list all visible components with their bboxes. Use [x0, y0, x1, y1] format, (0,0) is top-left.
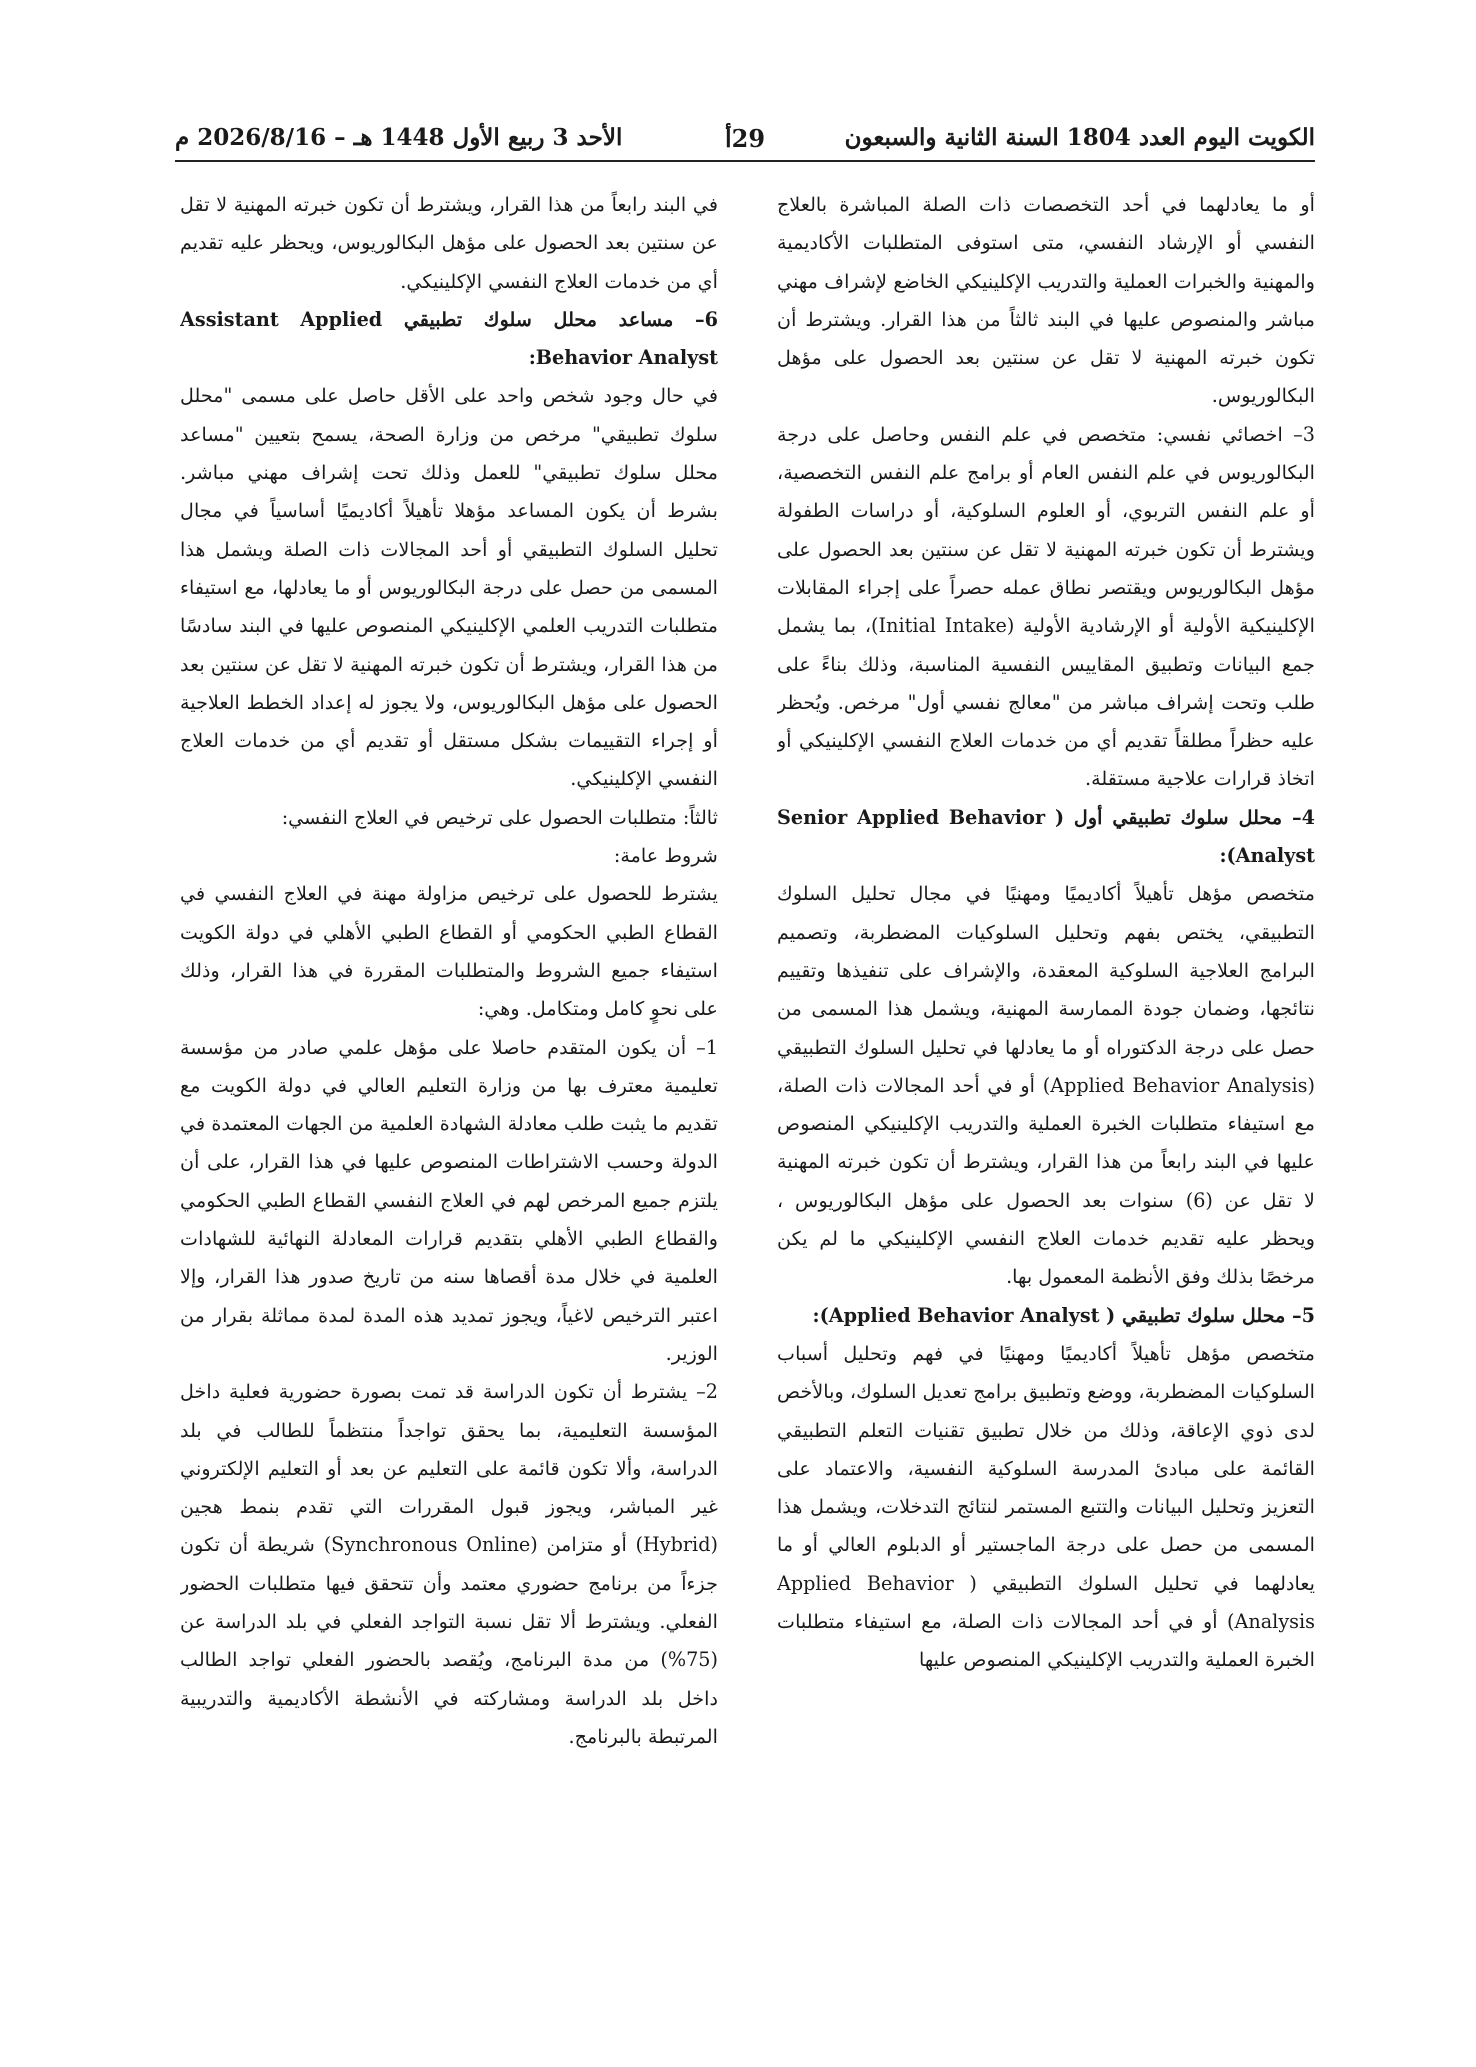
paragraph: 2– يشترط أن تكون الدراسة قد تمت بصورة حضورية فعلية داخل المؤسسة التعليمية، بما يحقق تواجداً منتظماً للطالب في بلد الدراسة، وألا تكون قائمة على التعليم عن بعد أو التعليم الإلكتروني غير المباشر، ويجوز قبول المقررات التي تقدم بنمط هجين (Hybrid) أو متزامن (Synchronous Online) شريطة أن تكون جزءاً من برنامج حضوري معتمد وأن تتحقق فيها متطلبات الحضور الفعلي. ويشترط ألا تقل نسبة التواجد الفعلي في بلد الدراسة عن (75%) من مدة البرنامج، ويُقصد بالحضور الفعلي تواجد الطالب داخل بلد الدراسة ومشاركته في الأنشطة الأكاديمية والتدريبية المرتبطة بالبرنامج.: [180, 1380, 718, 1748]
page-header: [175, 114, 1315, 158]
paragraph: متخصص مؤهل تأهيلاً أكاديميًا ومهنيًا في مجال تحليل السلوك التطبيقي، يختص بفهم وتحليل السلوكيات المضطربة، وتصميم البرامج العلاجية السلوكية المعقدة، والإشراف على تنفيذها وتقييم نتائجها، وضمان جودة الممارسة المهنية، ويشمل هذا المسمى من حصل على درجة الدكتوراه أو ما يعادلها في تحليل السلوك التطبيقي (Applied Behavior Analysis) أو في أحد المجالات ذات الصلة، مع استيفاء متطلبات الخبرة العملية والتدريب الإكلينيكي المنصوص عليها في البند رابعاً من هذا القرار، ويشترط أن تكون خبرته المهنية لا تقل عن (6) سنوات بعد الحصول على مؤهل البكالوريوس ، ويحظر عليه تقديم خدمات العلاج النفسي الإكلينيكي ما لم يكن مرخصًا بذلك وفق الأنظمة المعمول بها.: [777, 882, 1315, 1289]
section-heading: 6– مساعد محلل سلوك تطبيقي Assistant Applied Behavior Analyst:: [180, 307, 718, 370]
gazette-issue-info: الكويت اليوم العدد 1804 السنة الثانية والسبعون: [844, 124, 1315, 151]
section-title: ثالثاً: متطلبات الحصول على ترخيص في العلاج النفسي:: [281, 805, 718, 829]
section-heading: 5– محلل سلوك تطبيقي ( Applied Behavior Analyst):: [812, 1303, 1315, 1327]
paragraph: أو ما يعادلهما في أحد التخصصات ذات الصلة المباشرة بالعلاج النفسي أو الإرشاد النفسي، متى استوفى المتطلبات الأكاديمية والمهنية والخبرات العملية والتدريب الإكلينيكي الخاضع لإشراف مهني مباشر والمنصوص عليها في البند ثالثاً من هذا القرار. ويشترط أن تكون خبرته المهنية لا تقل عن سنتين بعد الحصول على مؤهل البكالوريوس.: [777, 193, 1315, 408]
paragraph: متخصص مؤهل تأهيلاً أكاديميًا ومهنيًا في فهم وتحليل أسباب السلوكيات المضطربة، ووضع وتطبيق برامج تعديل السلوك، وبالأخص لدى ذوي الإعاقة، وذلك من خلال تطبيق تقنيات التعلم التطبيقي القائمة على مبادئ المدرسة السلوكية النفسية، والاعتماد على التعزيز وتحليل البيانات والتتبع المستمر لنتائج التدخلات، ويشمل هذا المسمى من حصل على درجة الماجستير أو الدبلوم العالي أو ما يعادلهما في تحليل السلوك التطبيقي ( Applied Behavior Analysis) أو في أحد المجالات ذات الصلة، مع استيفاء متطلبات الخبرة العملية والتدريب الإكلينيكي المنصوص عليها: [777, 1341, 1315, 1672]
subsection-title: شروط عامة:: [613, 844, 718, 868]
left-column: [180, 186, 718, 2016]
page-number: 29أ: [724, 124, 766, 153]
header-rule: [175, 160, 1315, 162]
paragraph: 3– اخصائي نفسي: متخصص في علم النفس وحاصل على درجة البكالوريوس في علم النفس العام أو برامج علم النفس التخصصية، أو علم النفس التربوي، أو العلوم السلوكية، أو دراسات الطفولة ويشترط أن تكون خبرته المهنية لا تقل عن سنتين بعد الحصول على مؤهل البكالوريوس ويقتصر نطاق عمله حصراً على إجراء المقابلات الإكلينيكية الأولية أو الإرشادية الأولية (Initial Intake)، بما يشمل جمع البيانات وتطبيق المقاييس النفسية المناسبة، وذلك بناءً على طلب وتحت إشراف مباشر من "معالج نفسي أول" مرخص. ويُحظر عليه حظراً مطلقاً تقديم أي من خدمات العلاج النفسي الإكلينيكي أو اتخاذ قرارات علاجية مستقلة.: [777, 422, 1315, 791]
paragraph: في حال وجود شخص واحد على الأقل حاصل على مسمى "محلل سلوك تطبيقي" مرخص من وزارة الصحة، يسمح بتعيين "مساعد محلل سلوك تطبيقي" للعمل وذلك تحت إشراف مهني مباشر. بشرط أن يكون المساعد مؤهلا تأهيلاً أكاديميًا أساسياً في مجال تحليل السلوك التطبيقي أو أحد المجالات ذات الصلة ويشمل هذا المسمى من حصل على درجة البكالوريوس أو ما يعادلها، مع استيفاء متطلبات التدريب العلمي الإكلينيكي المنصوص عليها في البند سادسًا من هذا القرار، ويشترط أن تكون خبرته المهنية لا تقل عن سنتين بعد الحصول على مؤهل البكالوريوس، ولا يجوز له إعداد الخطط العلاجية أو إجراء التقييمات بشكل مستقل أو تقديم أي من خدمات العلاج النفسي الإكلينيكي.: [180, 384, 718, 791]
right-column: [777, 186, 1315, 2016]
paragraph: 1– أن يكون المتقدم حاصلا على مؤهل علمي صادر من مؤسسة تعليمية معترف بها من وزارة التعليم العالي في دولة الكويت مع تقديم ما يثبت طلب معادلة الشهادة العلمية من الجهات المعتمدة في الدولة وحسب الاشتراطات المنصوص عليها في هذا القرار، على أن يلتزم جميع المرخص لهم في العلاج النفسي القطاع الطبي الحكومي والقطاع الطبي الأهلي بتقديم قرارات المعادلة النهائية للشهادات العلمية في خلال مدة أقصاها سنه من تاريخ صدور هذا القرار، وإلا اعتبر الترخيص لاغياً، ويجوز تمديد هذه المدة لمدة مماثلة بقرار من الوزير.: [180, 1035, 718, 1365]
paragraph: يشترط للحصول على ترخيص مزاولة مهنة في العلاج النفسي في القطاع الطبي الحكومي أو القطاع الطبي الأهلي في دولة الكويت استيفاء جميع الشروط والمتطلبات المقررة في هذا القرار، وذلك على نحوٍ كامل ومتكامل. وهي:: [180, 882, 718, 1021]
section-heading: 4– محلل سلوك تطبيقي أول ( Senior Applied Behavior Analyst):: [777, 805, 1315, 868]
paragraph: في البند رابعاً من هذا القرار، ويشترط أن تكون خبرته المهنية لا تقل عن سنتين بعد الحصول على مؤهل البكالوريوس، ويحظر عليه تقديم أي من خدمات العلاج النفسي الإكلينيكي.: [180, 193, 718, 293]
issue-date: الأحد 3 ربيع الأول 1448 هـ – 2026/8/16 م: [175, 124, 623, 151]
